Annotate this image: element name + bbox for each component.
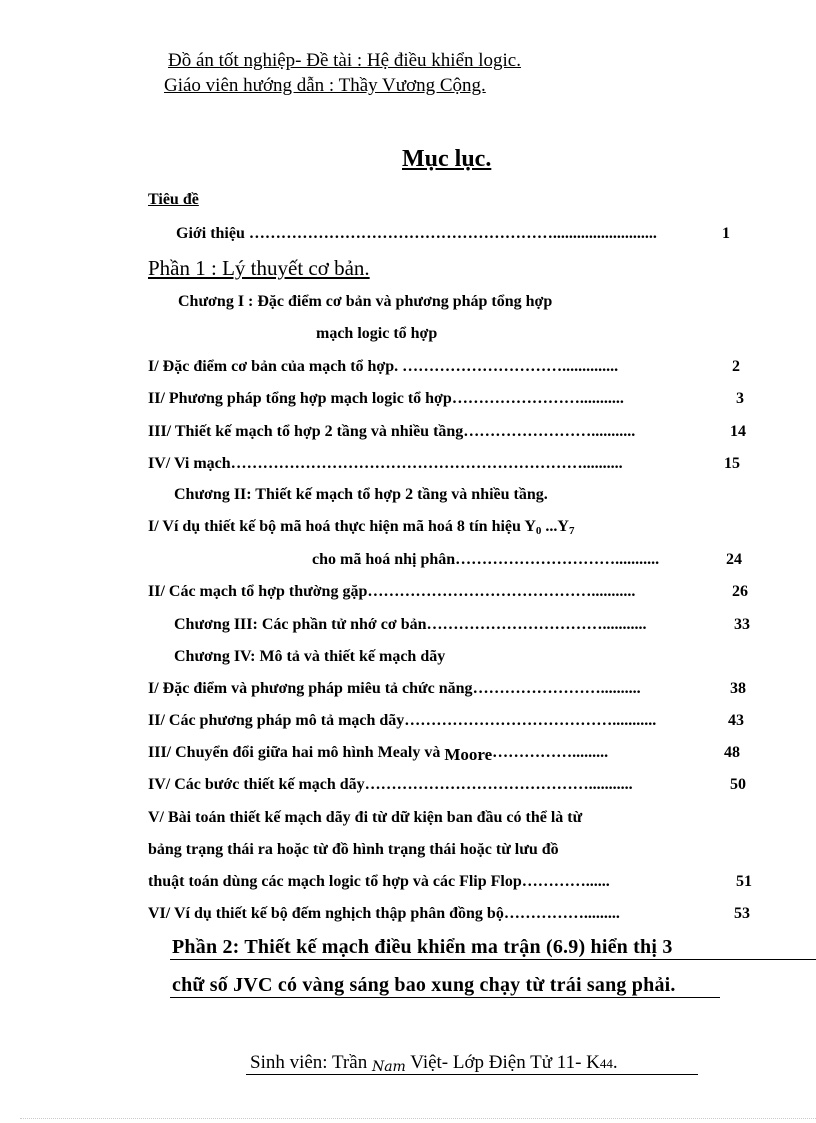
chapter1-heading-line1: Chương I : Đặc điểm cơ bản và phương pháp tổng hợp	[178, 293, 553, 310]
toc-page-number: 33	[734, 616, 750, 633]
part1-heading: Phần 1 : Lý thuyết cơ bản.	[148, 256, 370, 280]
toc-entry-continuation	[312, 551, 659, 569]
toc-entry-label: IV/ Các bước thiết kế mạch dãy	[148, 776, 365, 793]
toc-page-number: 51	[736, 873, 752, 890]
toc-leader-dots: …………….........	[492, 744, 609, 761]
footer-end: .	[612, 1052, 618, 1073]
toc-leader-dots: …………………………………………………..........................	[248, 225, 657, 242]
toc-entry	[148, 583, 635, 601]
toc-entry-multiline	[148, 518, 574, 537]
toc-entry-label: Chương III: Các phần tử nhớ cơ bản	[174, 616, 427, 633]
page-bottom-border	[20, 1118, 816, 1119]
toc-leader-dots: ……………………………...........	[426, 616, 647, 633]
toc-entry-multiline-line3	[148, 873, 610, 891]
subscript: 0	[535, 525, 542, 537]
header-advisor: Giáo viên hướng dẫn : Thầy Vương Cộng.	[164, 75, 486, 96]
chapter1-heading-line2: mạch logic tổ hợp	[316, 325, 438, 342]
toc-entry-label: III/ Chuyển đổi giữa hai mô hình Mealy và	[148, 744, 445, 761]
footer-underline	[246, 1074, 698, 1075]
toc-entry-label-mid: ...Y	[541, 518, 569, 535]
toc-page-number: 43	[728, 712, 744, 729]
toc-entry-label: I/ Đặc điểm cơ bản của mạch tổ hợp.	[148, 358, 403, 375]
chapter3-heading	[174, 616, 647, 634]
header-project-title: Đồ án tốt nghiệp- Đề tài : Hệ điều khiển logic.	[168, 50, 521, 71]
toc-page-number: 3	[736, 390, 744, 407]
part2-underline-2	[170, 997, 720, 998]
toc-page-number: 24	[726, 551, 742, 568]
toc-entry-intro	[176, 225, 657, 243]
toc-page-number: 53	[734, 905, 750, 922]
toc-entry-label: IV/ Vi mạch	[148, 455, 231, 472]
toc-entry	[148, 712, 656, 730]
toc-page-number: 50	[730, 776, 746, 793]
toc-entry	[148, 905, 620, 923]
toc-leader-dots: ……………………...........	[463, 423, 636, 440]
toc-leader-dots: …………......	[521, 873, 610, 890]
toc-entry-label: II/ Các phương pháp mô tả mạch dãy	[148, 712, 405, 729]
toc-entry-label: cho mã hoá nhị phân	[312, 551, 456, 568]
toc-leader-dots: ……………………...........	[451, 390, 624, 407]
footer-student	[250, 1052, 618, 1075]
toc-page-number: 15	[724, 455, 740, 472]
part2-heading-line1: Phần 2: Thiết kế mạch điều khiển ma trận (6.9) hiển thị 3	[172, 936, 673, 958]
toc-page-number: 48	[724, 744, 740, 761]
toc-page-number: 2	[732, 358, 740, 375]
toc-entry-label: VI/ Ví dụ thiết kế bộ đếm nghịch thập phân đồng bộ	[148, 905, 504, 922]
toc-entry	[148, 455, 623, 473]
toc-entry-label: III/ Thiết kế mạch tổ hợp 2 tầng và nhiều tầng	[148, 423, 464, 440]
toc-entry	[148, 744, 608, 765]
toc-entry-multiline-line2: bảng trạng thái ra hoặc từ đồ hình trạng thái hoặc từ lưu đồ	[148, 841, 559, 858]
footer-student-name: Nam	[371, 1059, 406, 1075]
toc-entry-label: II/ Các mạch tổ hợp thường gặp	[148, 583, 368, 600]
toc-entry-label: thuật toán dùng các mạch logic tổ hợp và các Flip Flop	[148, 873, 522, 890]
part2-heading-line2: chữ số JVC có vàng sáng bao xung chạy từ trái sang phải.	[172, 974, 676, 996]
toc-entry	[148, 680, 641, 698]
toc-entry	[148, 776, 633, 794]
toc-leader-dots: ……………………..........	[472, 680, 641, 697]
toc-page-number: 1	[722, 225, 730, 242]
toc-leader-dots: …………….........	[503, 905, 620, 922]
chapter2-heading: Chương II: Thiết kế mạch tổ hợp 2 tầng và nhiều tầng.	[174, 486, 548, 503]
section-label: Tiêu đề	[148, 191, 199, 208]
subscript: 7	[568, 525, 575, 537]
toc-leader-dots: …………………………………...........	[404, 712, 657, 729]
chapter4-heading: Chương IV: Mô tả và thiết kế mạch dãy	[174, 648, 446, 665]
toc-page-number: 14	[730, 423, 746, 440]
footer-subscript: 44	[599, 1056, 613, 1071]
toc-entry-label: Giới thiệu	[176, 225, 245, 242]
toc-entry	[148, 423, 635, 441]
toc-entry	[148, 358, 618, 376]
toc-page-number: 26	[732, 583, 748, 600]
toc-entry-label: I/ Ví dụ thiết kế bộ mã hoá thực hiện mã hoá 8 tín hiệu Y	[148, 518, 536, 535]
toc-leader-dots: ……………………………………...........	[364, 776, 633, 793]
toc-entry-label: II/ Phương pháp tổng hợp mạch logic tổ hợp	[148, 390, 452, 407]
toc-leader-dots: …………………………..............	[402, 358, 619, 375]
toc-entry	[148, 390, 624, 408]
toc-leader-dots: ……………………………………...........	[367, 583, 636, 600]
footer-suffix: Việt- Lớp Điện Tử 11- K	[405, 1052, 600, 1073]
toc-leader-dots: …………………………...........	[455, 551, 660, 568]
toc-entry-multiline-line1: V/ Bài toán thiết kế mạch dãy đi từ dữ kiện ban đầu có thể là từ	[148, 809, 583, 826]
part2-underline-1	[170, 959, 816, 960]
footer-prefix: Sinh viên: Trần	[250, 1052, 372, 1073]
page-title: Mục lục.	[402, 146, 492, 172]
toc-page-number: 38	[730, 680, 746, 697]
toc-leader-dots: …………………………………………………………..........	[230, 455, 623, 472]
toc-entry-label: I/ Đặc điểm và phương pháp miêu tả chức năng	[148, 680, 473, 697]
toc-entry-label-extra: Moore	[444, 745, 493, 764]
